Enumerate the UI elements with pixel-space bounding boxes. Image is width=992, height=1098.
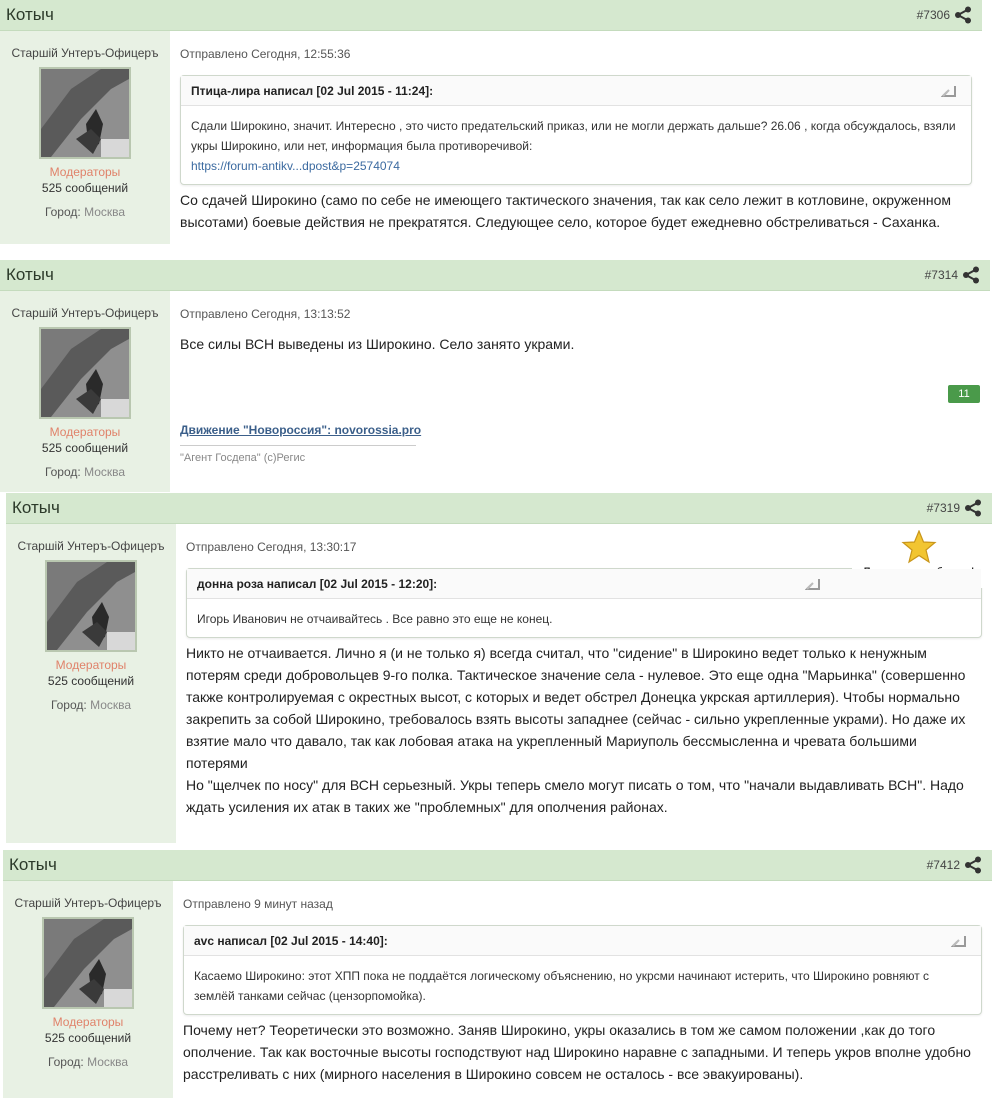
author-city	[3, 1055, 173, 1069]
quote-link-icon[interactable]	[951, 934, 967, 948]
quote-body	[187, 599, 981, 637]
post-text: Почему нет? Теоретически это возможно. Заняв Широкино, укры оказались в том же самом положении ,как до того ополчение. Так как восточные высоты господствуют над Широкино наравне с западными. И теперь укров вполне удобно расстреливать с них (мирного населения в Широкино совсем не осталось - все эвакуированы).	[183, 1022, 971, 1082]
author-rank: Старшiй Унтеръ-Офицеръ	[17, 539, 165, 553]
avatar[interactable]	[42, 917, 134, 1009]
quote-link-icon[interactable]	[805, 577, 821, 591]
author-sidebar	[0, 31, 170, 244]
quote-block	[183, 925, 982, 1015]
post-body	[0, 31, 982, 244]
post-content	[170, 31, 982, 244]
post-date: Отправлено Сегодня, 13:30:17	[186, 540, 357, 554]
post-date: Отправлено 9 минут назад	[183, 897, 333, 911]
quote-link-icon[interactable]	[941, 84, 957, 98]
quote-text: Игорь Иванович не отчаивайтесь . Все равно это еще не конец.	[197, 612, 553, 626]
quote-block	[186, 568, 982, 638]
author-rank: Старшiй Унтеръ-Офицеръ	[11, 306, 159, 320]
city-value: Москва	[87, 1055, 129, 1069]
author-sidebar	[0, 291, 170, 492]
quote-author: avc написал [02 Jul 2015 - 14:40]:	[194, 934, 388, 948]
share-icon[interactable]	[954, 6, 972, 24]
quote-header	[181, 76, 971, 106]
share-icon[interactable]	[962, 266, 980, 284]
post-text: Никто не отчаивается. Лично я (и не только я) всегда считал, что "сидение" в Широкино ведет только к ненужным потерям среди добровольцев 9-го полка. Тактическое значение села - нулевое. Это еще одна "Марьинка" (совершенно также контролируемая с окрестных высот, с которых и ведет обстрел Донецка укрская артиллерия). Чтобы нормально закрепить за собой Широкино, требовалось взять высоты западнее (сейчас - сильно укрепленные украми). Но даже их взятие мало что давало, так как лобовая атака на укрепленный Мариуполь бессмысленна и чревата большими потерями	[186, 645, 966, 771]
author-city	[0, 205, 170, 219]
city-label: Город:	[50, 698, 87, 712]
post-content	[173, 881, 992, 1098]
city-label: Город:	[44, 465, 81, 479]
post-number-link[interactable]: #7306	[916, 8, 950, 22]
post-header	[0, 0, 982, 31]
forum-post	[3, 850, 992, 1098]
author-rank: Старшiй Унтеръ-Офицеръ	[11, 46, 159, 60]
post-number-link[interactable]: #7319	[926, 501, 960, 515]
author-sidebar	[6, 524, 176, 843]
author-name[interactable]: Котыч	[9, 855, 57, 874]
city-value: Москва	[84, 465, 126, 479]
post-content	[176, 524, 992, 843]
author-name[interactable]: Котыч	[12, 498, 60, 517]
author-city	[6, 698, 176, 712]
quote-text: Сдали Широкино, значит. Интересно , это чисто предательский приказ, или не могли держать дальше? 26.06 , когда обсуждалось, взяли укры Широкино, или нет, информация была противоречивой:	[191, 119, 956, 153]
signature-divider	[180, 445, 416, 446]
quote-url-link[interactable]: https://forum-antikv...dpost&p=2574074	[191, 159, 400, 173]
author-group[interactable]: Модераторы	[55, 658, 127, 672]
quote-header	[184, 926, 981, 956]
author-group[interactable]: Модераторы	[49, 425, 121, 439]
post-content	[170, 291, 990, 492]
share-icon[interactable]	[964, 499, 982, 517]
post-text-continued: Но "щелчек по носу" для ВСН серьезный. Укры теперь смело могут писать о том, что "начали выдавливать ВСН". Надо ждать усиления их атак в таких же "проблемных" для ополчения районах.	[186, 777, 964, 815]
post-header	[0, 260, 990, 291]
post-date: Отправлено Сегодня, 12:55:36	[180, 47, 351, 61]
forum-post	[0, 260, 990, 492]
author-post-count: 525 сообщений	[47, 674, 135, 688]
post-body	[3, 881, 992, 1098]
city-label: Город:	[44, 205, 81, 219]
author-group[interactable]: Модераторы	[49, 165, 121, 179]
author-rank: Старшiй Унтеръ-Офицеръ	[14, 896, 162, 910]
city-label: Город:	[47, 1055, 84, 1069]
star-icon	[901, 530, 937, 564]
quote-body	[181, 106, 971, 184]
city-value: Москва	[84, 205, 126, 219]
quote-text: Касаемо Широкино: этот ХПП пока не поддаётся логическому объяснению, но укрсми начинают истерить, что Широкино ровняют с землёй танками сейчас (цензорпомойка).	[194, 969, 930, 1003]
forum-post	[6, 493, 992, 843]
quote-body	[184, 956, 981, 1014]
quote-author: Птица-лира написал [02 Jul 2015 - 11:24]:	[191, 84, 434, 98]
post-body	[0, 291, 990, 492]
author-group[interactable]: Модераторы	[52, 1015, 124, 1029]
post-text: Со сдачей Широкино (само по себе не имеющего тактического значения, так как село лежит в котловине, окруженном высотами) боевые действия не прекратятся. Следующее село, которое будет ежедневно обстреливаться - Саханка.	[180, 192, 952, 230]
avatar[interactable]	[39, 327, 131, 419]
author-city	[0, 465, 170, 479]
signature-link[interactable]: Движение "Новороссия": novorossia.pro	[180, 423, 422, 437]
reputation-badge[interactable]: 11	[948, 385, 980, 403]
quote-block	[180, 75, 972, 185]
post-number-link[interactable]: #7412	[926, 858, 960, 872]
post-header	[6, 493, 992, 524]
signature-text: "Агент Госдепа" (с)Регис	[180, 452, 306, 464]
forum-post	[0, 0, 982, 244]
avatar[interactable]	[39, 67, 131, 159]
author-name[interactable]: Котыч	[6, 265, 54, 284]
share-icon[interactable]	[964, 856, 982, 874]
post-text: Все силы ВСН выведены из Широкино. Село занято украми.	[180, 336, 575, 352]
signature	[180, 421, 421, 464]
post-date: Отправлено Сегодня, 13:13:52	[180, 307, 351, 321]
post-number-link[interactable]: #7314	[924, 268, 958, 282]
post-body	[6, 524, 992, 843]
author-post-count: 525 сообщений	[41, 441, 129, 455]
avatar[interactable]	[45, 560, 137, 652]
author-post-count: 525 сообщений	[41, 181, 129, 195]
city-value: Москва	[90, 698, 132, 712]
author-post-count: 525 сообщений	[44, 1031, 132, 1045]
author-name[interactable]: Котыч	[6, 5, 54, 24]
quote-header	[187, 569, 981, 599]
post-header	[3, 850, 992, 881]
quote-author: донна роза написал [02 Jul 2015 - 12:20]:	[197, 577, 438, 591]
author-sidebar	[3, 881, 173, 1098]
